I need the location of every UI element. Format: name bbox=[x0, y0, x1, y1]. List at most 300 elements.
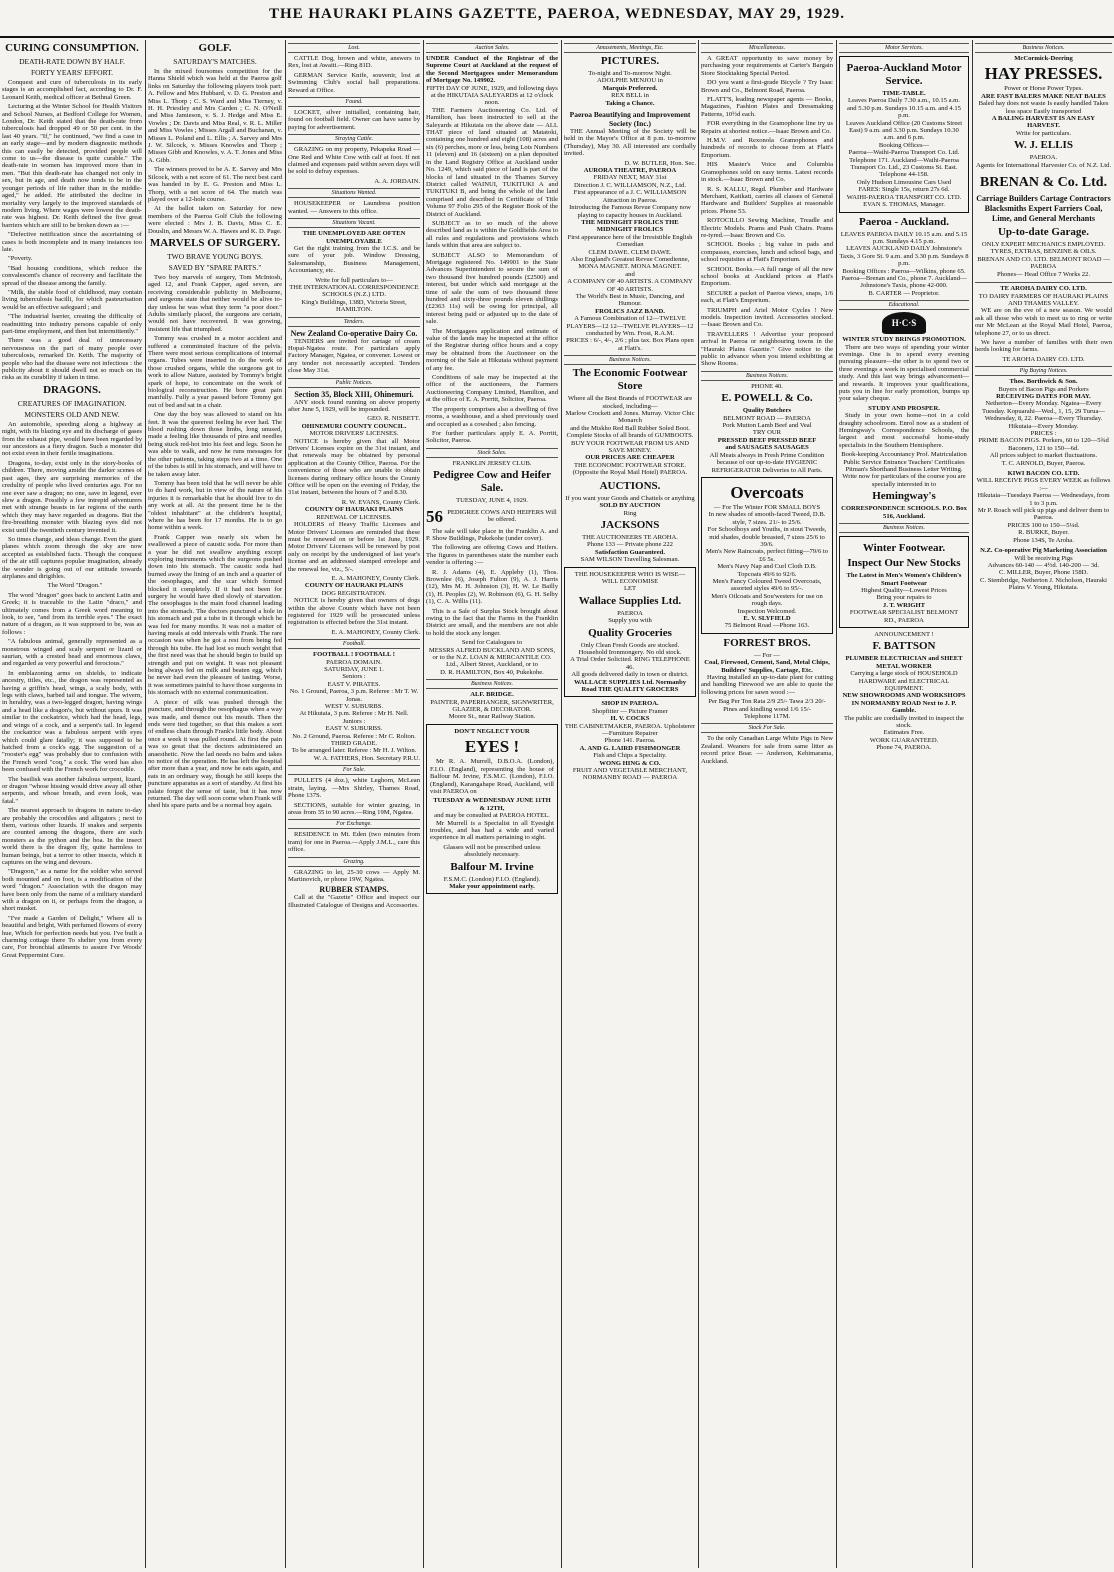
ad-body: OUR PRICES ARE CHEAPER bbox=[585, 454, 675, 462]
ad-headline: Pedigree Cow and Heifer Sale. bbox=[432, 469, 552, 495]
section-label: Business Notices. bbox=[426, 679, 558, 689]
ad-body: TUESDAY & WEDNESDAY JUNE 11TH & 12TH, bbox=[433, 797, 551, 812]
ad-body: For further particulars apply E. A. Porritt, Solicitor, Paeroa. bbox=[426, 429, 558, 445]
ad-headline: Paeroa - Auckland. bbox=[859, 215, 949, 228]
ad-body: For Schoolboys and Youths, in stout Tweeds, mid shades, double breasted, 7 sizes 25/6 to 39/6. bbox=[707, 526, 827, 548]
section-label: Football. bbox=[288, 639, 420, 649]
ad-body: EAST V. PIRATES. bbox=[327, 680, 381, 688]
ad-headline: Paeroa-Auckland Motor Service. bbox=[846, 62, 962, 87]
ad-body: Leaves Paeroa Daily 7.30 a.m., 10.15 a.m. and 5.30 p.m. Sundays 10.15 a.m. and 4.15 p.m. bbox=[847, 97, 961, 120]
ad-body: If you want your Goods and Chattels or anything bbox=[565, 494, 695, 502]
ad-body: and SAUSAGES SAUSAGES bbox=[725, 444, 809, 452]
section-label: Business Notices. bbox=[975, 43, 1112, 53]
ad-body: All goods delivered daily in town or district. bbox=[571, 671, 689, 679]
signature: D. W. BUTLER, Hon. Sec. bbox=[624, 159, 696, 167]
ad-body: TO DAIRY FARMERS OF HAURAKI PLAINS AND THAMES VALLEY. bbox=[978, 292, 1109, 307]
ad-body: — For The Winter FOR SMALL BOYS bbox=[713, 503, 821, 511]
ad-body: Paeroa—Waihi-Paeroa Transport Co. Ltd. Telephone 171. Auckland—Waihi-Paeroa Transport Co. Ltd., 23 Customs St. East. Telephone 44-158. bbox=[848, 149, 960, 179]
ad-headline: JACKSONS bbox=[600, 518, 660, 531]
column-rule bbox=[972, 40, 973, 1568]
ad-body: ANNOUNCEMENT ! bbox=[874, 630, 934, 638]
ad-body: Conditions of sale may be inspected at the office of the auctioneers, the Farmers Auctioneering Company Limited, Hamilton, and at the office of E. A. Porritt, Solicitor, Paeroa. bbox=[426, 374, 558, 404]
ad-body: Make your appointment early. bbox=[449, 882, 535, 890]
paragraph: There was a good deal of unnecessary nervousness on the part of many people over tuberculosis, remarked Dr. Keith. The majority of people who had the disease were not infectious : the publicity about it should dwell not so much on its risks as its curability if taken in time. bbox=[2, 337, 142, 382]
classified-ad: CATTLE Dog, brown and white, answers to Rex, lost at Awaiti.—Ring 81D. bbox=[288, 55, 420, 70]
ad-body: Leaves Auckland Office (20 Customs Street East) 9 a.m. and 3.30 p.m. Sundays 10.30 a.m. and 6 p.m. bbox=[845, 119, 963, 142]
classified-ad: SECURE a packet of Paeroa views, snaps, 1/6 each, at Flatt's Emporium. bbox=[701, 289, 833, 305]
ad-body: J. T. WRIGHT bbox=[882, 601, 926, 609]
section-label: Miscellaneous. bbox=[701, 43, 833, 53]
paragraph: The word "dragon" goes back to ancient Latin and Greek; it is traceable to the Latin "draco," and ultimately comes from a Greek word meaning to look, to see, "and from its terrible eyes." The exact nature of a dragon, as it was supposed to be, was as follows : bbox=[2, 591, 142, 636]
ad-headline: W. J. ELLIS bbox=[1014, 139, 1073, 152]
ad-subhead: DOG REGISTRATION. bbox=[321, 589, 387, 597]
ad-body: RECEIVING DATES FOR MAY. bbox=[996, 392, 1091, 400]
ad-body: Get the right training from the I.C.S. and be sure of your job. Window Dressing, Salesmanship, Business Management, Accountancy, etc. bbox=[288, 244, 420, 275]
ad-body: C. Stembridge, Netherton J. Nicholson, Hauraki Plains V. Young, Hikutaia. bbox=[980, 576, 1107, 592]
ad-body: The public are cordially invited to inspect the stock. bbox=[844, 714, 964, 729]
ad-body: We have a number of families with their own herds looking for farms. bbox=[975, 338, 1112, 354]
ad-body: ADOLPHE MENJOU in bbox=[597, 77, 663, 85]
ad-body: PRICES : 6/-, 4/-, 2/6 ; plus tax. Box Plans open at Flatt's. bbox=[566, 337, 694, 352]
ad-body: WAIHI-PAEROA TRANSPORT CO. LTD. bbox=[846, 193, 962, 201]
signature: R. W. EVANS, County Clerk. bbox=[341, 498, 420, 506]
ad-body: SATURDAY, JUNE 1. bbox=[324, 666, 384, 673]
article-subhead: TWO BRAVE YOUNG BOYS. bbox=[167, 251, 263, 261]
ad-body: F.S.M.C. (London) F.I.O. (England). bbox=[443, 875, 541, 883]
ad-headline: HAY PRESSES. bbox=[984, 64, 1103, 84]
ad-body: BRENAN AND CO. LTD. BELMONT ROAD — PAEROA bbox=[977, 255, 1110, 271]
ad-body: Study in your own home—not in a cold draughty schoolroom. Enrol now as a student of Hemingway's Correspondence Schools, the largest and most successful home-study specialists in the Southern Hemisphere. bbox=[839, 412, 969, 449]
ad-body: SUBJECT as to so much of the above described land as is within the Goldfields Area to all rules and regulations and provisions which lands within that area are subject to. bbox=[426, 219, 558, 250]
ad-body: BUY YOUR FOOTWEAR FROM US AND SAVE MONEY. bbox=[570, 439, 690, 455]
ad-body: THE AUCTIONEERS TE AROHA. bbox=[582, 533, 678, 541]
ad-body: THE Farmers Auctioneering Co. Ltd. of Hamilton, has been instructed to sell at the Saleyards at Hikutaia on the above date — ALL THAT piece of land situated at Matatoki, containing one hundred and eight (108) acres and six (6) perches, more or less, being Lots Numbers 11 (eleven) and 16 (sixteen) on a plan deposited in the Land Registry Office at Auckland under No. 1249, which said piece of land is part of the blocks of land situated in the Thames Survey District called WAINUI, TUKITUKI A and TUKITUKI B, and being the whole of the land comprised and described in Certificate of Title Volume 97 Folio 295 of the Register Book of the District of Auckland. bbox=[426, 106, 558, 218]
ad-body: All Meats always in Fresh Prime Condition because of our up-to-date HYGIENIC REFRIGERATOR Deliveries to All Parts. bbox=[709, 451, 825, 474]
classified-ad: FLATT'S, leading newspaper agents — Books, Magazines, Fashion Plates and Dressmaking Patterns, 10½d each. bbox=[701, 96, 833, 118]
ad-body: Phone 141. Paeroa. bbox=[604, 737, 656, 745]
ad-body: The Latest in Men's Women's Children's Smart Footwear bbox=[846, 572, 962, 587]
ad-headline: COUNTY OF HAURAKI PLAINS bbox=[304, 582, 404, 590]
column-7 bbox=[839, 40, 969, 1568]
ad-body: To be arranged later. Referee : Mr H. J. Wilton. bbox=[291, 747, 417, 755]
ad-body: PRIME BACON PIGS. Porkers, 60 to 120—5¾d Baconers, 121 to 150—6d. bbox=[978, 437, 1109, 452]
classified-ad: HOUSEKEEPER or Laundress position wanted. — Answers to this office. bbox=[288, 200, 420, 215]
signature: A. A. JORDAIN. bbox=[374, 177, 420, 185]
paragraph: At the ballot taken on Saturday for new members of the Paeroa Golf Club the following were elected : Mrs J. B. Davis, Miss C. E. Douslin, and Messrs W. A. Hawes and K. D. Page. bbox=[148, 205, 282, 235]
ad-body: Also England's Greatest Revue Comedienne, bbox=[570, 255, 690, 263]
ad-body: Phone 74, PAEROA. bbox=[876, 744, 932, 752]
paragraph: Lecturing at the Winter School for Health Visitors and School Nurses, at Bedford College for Women, London, Dr. Keith stated that the death-rate from tuberculosis had dropped 49 or 50 per cent. in the last 40 years. "If," he continued, "we find a case in an early stage—and by modern diagnostic methods this can easily be detected, provided people will come to us—the disease is quite curable." The death-rate in women has improved more than in men. "But this death-rate has changed not only in sex, but in age, and death now tends to be in the younger periods of life rather than in the middle-aged," he added. He attributed the decline in mortality very largely to the improved standards of modern living. Where wages were lowest the death-rate was highest. Dr. Keith defined the five great barriers which are still to be broken down as :— bbox=[2, 103, 142, 229]
classified-ad: DO you want a first-grade Bicycle ? Try Isaac Brown and Co., Belmont Road, Paeroa. bbox=[701, 79, 833, 94]
paragraph: Dragons, to-day, exist only in the story-books of children. There, moving amidst the darker scenes of past ages, they are surprising memories of the credulity of people who lived centuries ago. For no one ever saw a dragon; no one, save in legend, ever slew a dragon. Possibly a few intrepid adventurers met with strange beasts in far regions of the earth which they may have regarded as dragons. But the fire-breathing monster with blazing eyes did not exist until the twentieth century invented it. bbox=[2, 459, 142, 534]
section-label: Pig Buying Notices. bbox=[975, 366, 1112, 376]
masthead: THE HAURAKI PLAINS GAZETTE, PAEROA, WEDNESDAY, MAY 29, 1929. bbox=[268, 6, 846, 22]
paragraph: "Milk, the stable food of childhood, may contain living tuberculosis bacilli, for which pasteurisation would be an effective safeguard ; and bbox=[2, 288, 142, 311]
ad-body: Estimates Free. bbox=[883, 729, 925, 737]
section-label: Grazing. bbox=[288, 857, 420, 867]
ad-headline: The Economic Footwear Store bbox=[572, 367, 688, 393]
ad-headline: N.Z. Co-operative Pig Marketing Association bbox=[980, 547, 1107, 555]
classified-ad: RESIDENCE in Mt. Eden (two minutes from tram) for one in Paeroa.—Apply J.M.L., care this office. bbox=[288, 831, 420, 854]
paragraph: "Poverty. bbox=[8, 255, 33, 263]
ad-body: The sale will take place in the Franklin A. and P. Show Buildings, Pukekohe (under cover). bbox=[426, 527, 558, 542]
ad-body: Power or Horse Power Types. bbox=[1004, 85, 1083, 93]
ad-body: WILL RECEIVE PIGS EVERY WEEK as follows :— bbox=[976, 477, 1111, 492]
column-rule bbox=[698, 40, 699, 1568]
ad-body: Pork Mutton Lamb Beef and Veal bbox=[722, 422, 812, 430]
ad-headline: THE UNEMPLOYED ARE OFTEN UNEMPLOYABLE bbox=[302, 230, 406, 245]
ad-headline: RUBBER STAMPS. bbox=[319, 885, 389, 895]
article-subhead: CREATURES OF IMAGINATION. bbox=[17, 398, 127, 408]
paragraph: "A fabulous animal, generally represented as a monstrous winged and scaly serpent or lizard or saurian, with a crested head and enormous claws, and regarded as very powerful and ferocious." bbox=[2, 638, 142, 668]
ad-body: Per Bag Per Ton Rata 2/9 25/- Tawa 2/3 20/- Pines and kindling wood 1/6 15/- bbox=[708, 698, 826, 713]
ad-body: ONLY EXPERT MECHANICS EMPLOYED. bbox=[981, 241, 1106, 249]
ad-body: DON'T NEGLECT YOUR bbox=[454, 727, 530, 735]
ad-box-eyes bbox=[426, 724, 558, 895]
ad-body: Buyers of Bacon Pigs and Porkers bbox=[998, 385, 1089, 393]
paragraph: An automobile, speeding along a highway at night, with its blazing eye and its discharge of gases from the exhaust pipe, would have been regarded by our ancestors as a fiery dragon. Such a monster did not exist even in their fertile imaginations. bbox=[2, 420, 142, 458]
ad-body: D. R. HAMILTON, Box 40, Pukekohe. bbox=[440, 668, 544, 676]
ad-subhead: RENEWAL OF LICENSES. bbox=[316, 513, 392, 521]
ad-body: PAEROA. bbox=[1029, 154, 1058, 162]
ad-body: TUESDAY, JUNE 4, 1929. bbox=[456, 497, 528, 505]
paragraph: "Defective notification since the ascertaining of cases is both incomplete and in many instances too late. bbox=[2, 231, 142, 253]
paragraph: One day the boy was allowed to stand on his feet. It was the queerest feeling he ever had. The blood rushing down those limbs, long unused, made a feeling like thousands of pins and needles being stuck red-hot into his feet and legs. Soon he was able to walk, and now he runs messages for the other patients, taking steps two at a time. One of the tubes is still in his stomach, and will have to be taken away later. bbox=[148, 411, 282, 478]
ad-box-footwear bbox=[839, 536, 969, 628]
ad-body: EAST V. SUBURBS. bbox=[325, 725, 383, 733]
section-label: Business Notices. bbox=[701, 371, 833, 381]
classified-ad: TRAVELLERS ! Advertise your proposed arrival in Paeroa or neighbouring towns in the "Hauraki Plains Gazette." Give notice to the public in advance when you intend exhibiting at Show Rooms. bbox=[701, 330, 833, 368]
ad-body: Taking a Chance. bbox=[605, 99, 655, 107]
paragraph: The Word "Dragon." bbox=[47, 582, 103, 590]
ad-body: NOTICE is hereby given that all Motor Drivers' Licenses expire on the 31st instant, and that renewals may be obtained by personal application at the County Office, Paeroa. For the convenience of those who are unable to obtain licenses during ordinary office hours the County Office will be open on the evening of Friday, the 31st instant, between the hours of 7 and 8.30. bbox=[288, 437, 420, 497]
classified-ad: R. S. KALLU, Regd. Plumber and Hardware Merchant, Katikati, carries all classes of General Hardware and Builders' Supplies at reasonable prices. Phone 53. bbox=[701, 185, 833, 215]
ad-body: FIFTH DAY OF JUNE, 1929, and following days at the HIKUTAIA SALEYARDS at 12 o'clock noon. bbox=[426, 84, 558, 107]
ad-headline: F. BATTSON bbox=[872, 640, 936, 653]
ad-body: No. 2 Ground, Paeroa. Referee : Mr C. Rolton. bbox=[292, 732, 416, 740]
ad-body: Moore St., near Railway Station. bbox=[448, 713, 536, 721]
ad-body: TE AROHA DAIRY CO. LTD. bbox=[1002, 355, 1085, 363]
ad-body: THE INTERNATIONAL CORRESPONDENCE SCHOOLS (N.Z.) LTD. bbox=[289, 283, 419, 299]
ad-body: Carrying a large stock of HOUSEHOLD HARDWARE and ELECTRICAL EQUIPMENT. bbox=[850, 670, 958, 692]
ad-body: Write for full particulars to— bbox=[315, 276, 393, 284]
ad-body: MESSRS ALFRED BUCKLAND AND SONS, or to the N.Z. LOAN & MERCANTILE CO. Ltd., Albert Street, Auckland, or to bbox=[428, 646, 556, 669]
classified-ad: LOCKET, silver initialled, containing hair, found on football field. Owner can have same by paying for advertisement. bbox=[288, 109, 420, 131]
section-label: Business Notices. bbox=[564, 355, 696, 365]
section-label: Situations Wanted. bbox=[288, 188, 420, 198]
ad-body: FRUIT AND VEGETABLE MERCHANT, NORMANBY ROAD — PAEROA bbox=[572, 767, 688, 782]
ad-body: PRICES : bbox=[1030, 430, 1057, 437]
ad-body: A Famous Combination of 12—TWELVE PLAYERS—12 12—TWELVE PLAYERS—12 conducted by Wm. Frost, R.A.M. bbox=[566, 315, 694, 337]
classified-ad: A GREAT opportunity to save money by purchasing your requirements at Carter's Bargain Store Stocktaking Special Period. bbox=[701, 55, 833, 77]
article-title: MARVELS OF SURGERY. bbox=[149, 236, 281, 249]
paragraph: In the mixed foursomes competition for the Hanna Shield which was held at the Paeroa golf links on Saturday the following players took part: A. Fellow and Mrs Hubbard, v. D. G. Preston and Miss L. Thorp ; C. S. Ward and Miss Tierney, v. H. H. Priestley and Mrs Carden ; C. N. O'Neill and Miss Jamieson, v. S. J. Hedge and Miss E. Vowles ; Dr. Davis and Miss Real, v. R. L. Miller and Miss Vowles ; Misses Argall and Buchanan, v. Misses L. Poland and L. Ellis ; A. Sarvey and Mrs J. W. Silcock, v. Misses Knowles and Thorp ; Misses Gibb and Knowles, v. A. T. Jones and Miss A. Gibb. bbox=[148, 68, 282, 164]
ad-body: Phone 134S, Te Aroha. bbox=[1013, 536, 1074, 544]
ad-body: and the Miskho Red Ball Rubber Soled Boot. bbox=[570, 424, 690, 432]
ad-number: 56 bbox=[426, 506, 443, 526]
ad-headline: WINTER STUDY BRINGS PROMOTION. bbox=[842, 336, 966, 344]
ad-body: PAINTER, PAPERHANGER, SIGNWRITER, GLAZIER, & DECORATOR. bbox=[430, 698, 554, 714]
ad-body: Send for Catalogues to bbox=[461, 639, 523, 647]
ad-headline: New Zealand Co-operative Dairy Co. bbox=[290, 328, 418, 338]
ad-body: SAM WILSON Travelling Salesman. bbox=[580, 556, 680, 564]
section-label: For Sale. bbox=[288, 765, 420, 775]
ad-body: Inspection Welcomed. bbox=[737, 607, 797, 615]
signature: E. A. MAHONEY, County Clerk. bbox=[331, 574, 420, 582]
ad-body: Telephone 117M. bbox=[743, 713, 791, 721]
verse-ad: "I've made a Garden of Delight," Where all is beautiful and bright, With perfumed flowers of every hue, Which for perfection needs but you. I've built a charming cottage there To shelter you from every care, For bronchial ailments to assure I've Woods' Great Peppermint Cure. bbox=[2, 914, 142, 959]
ad-body: Introducing the Famous Revue Company now playing to capacity houses in Auckland. bbox=[569, 204, 691, 219]
ad-body: Seniors : bbox=[342, 673, 366, 681]
ad-body: Phone 133 — Private phone 222 bbox=[587, 541, 673, 549]
ad-body: TRY OUR bbox=[752, 429, 782, 437]
ad-body: Direction J. C. WILLIAMSON, N.Z., Ltd. bbox=[574, 181, 686, 189]
ad-headline: Up-to-date Garage. bbox=[997, 226, 1090, 239]
ad-headline: FORREST BROS. bbox=[723, 636, 811, 649]
ad-body: Juniors : bbox=[342, 717, 366, 725]
ad-body: Coal, Firewood, Cement, Sand, Metal Chips, Builders' Supplies, Cartage, Etc. bbox=[704, 659, 830, 674]
signature: GEO. R. NISBETT. bbox=[367, 415, 420, 423]
classified-ad: PULLETS (4 doz.), white Leghorn, McLean strain, laying. —Mrs Shirley, Thames Road, Phone 137S. bbox=[288, 777, 420, 800]
ad-body: Complete Stocks of all brands of GUMBOOTS. bbox=[566, 432, 694, 440]
ad-headline: EYES ! bbox=[464, 737, 520, 757]
ad-body: THE Annual Meeting of the Society will be held in the Mayor's Office at 8 p.m. to-morrow (Thursday), May 30. All interested are cordially invited. bbox=[564, 128, 696, 158]
classified-ad: SCHOOL Books ; big value in pads and compasses, exercises, lunch and school bags, and school requisites at Flatt's Emporium. bbox=[701, 241, 833, 264]
paragraph: The winners proved to be A. E. Sarvey and Mrs Silcock, with a net score of 61. The next best card was handed in by E. G. Preston and Miss L. Thorp, with a net score of 64. The match was played over a 12-hole course. bbox=[148, 166, 282, 203]
ad-headline: Inspect Our New Stocks bbox=[847, 557, 961, 570]
article-subhead: SAVED BY "SPARE PARTS." bbox=[168, 262, 262, 272]
ad-body: THE HOUSEKEEPER WHO IS WISE— WILL ECONOMISE bbox=[574, 570, 686, 585]
ad-body: Satisfaction Guaranteed. bbox=[595, 548, 665, 556]
ad-body: Book-keeping Accountancy Prof. Matriculation Public Service Entrance Teachers' Certificates Pitman's Shorthand Business Letter Writing. bbox=[841, 451, 967, 474]
ad-body: PAEROA DOMAIN. bbox=[326, 658, 382, 666]
ad-body: FRIDAY NEXT, MAY 31st bbox=[593, 174, 667, 182]
ad-body: TENDERS are invited for cartage of cream Hopai-Ngatea route. For particulars apply Factory Manager, Ngatea, or convener. Lowest or any tender not necessarily accepted. Tenders close May 31st. bbox=[288, 337, 420, 375]
ad-body: Booking Offices— bbox=[878, 141, 930, 149]
ad-body: WEST V. SUBURBS. bbox=[324, 703, 384, 711]
ad-headline: PICTURES. bbox=[600, 55, 660, 67]
ad-body: LEAVES AUCKLAND DAILY Johnstone's Taxis, 3 Gore St. 9 a.m. and 3.30 p.m. Sundays 8 p.m. bbox=[839, 245, 969, 268]
paragraph: Frank Capper was nearly six when he swallowed a piece of caustic soda. For more than a year he did not swallow anything except exploring instruments which the surgeons pushed down into his stomach. The caustic soda had burned away the lining of an inch and a quarter of the oesophagus, and the scar which formed blocked it completely. If it had not been for surgery he would have died slowly of starvation. The oesophagus is the main food channel leading into the stomach. The doctors punctured a hole in his stomach and put a tube in it through which he was fed for many months. It was not a matter of having meals at odd intervals with Frank. The rare occasion was when he got a rest from being fed through his tube. He had lost so much weight that the first need was that he should begin to build up strength and put on weight. It was not pleasant being always fed on milk and beaten egg, which he never had even the pleasure of tasting. Worse, it was sometimes painful to have those surgeons in his stomach with no external communication. bbox=[148, 533, 282, 697]
ad-body: Phones— Head Office 7 Works 22. bbox=[997, 270, 1090, 278]
ad-body: CLEM DAWE. CLEM DAWE. bbox=[588, 248, 672, 256]
ad-subhead: MOTOR DRIVERS' LICENSES. bbox=[309, 430, 399, 438]
column-rule bbox=[145, 40, 146, 1568]
ad-headline: E. POWELL & Co. bbox=[721, 392, 813, 405]
ad-body: FROLICS JAZZ BAND. bbox=[595, 307, 665, 315]
article-title: CURING CONSUMPTION. bbox=[5, 42, 139, 54]
ad-row bbox=[426, 505, 558, 528]
ad-body: THE ECONOMIC FOOTWEAR STORE. bbox=[574, 461, 686, 469]
ad-body: A COMPANY OF 40 ARTISTS. A COMPANY OF 40 ARTISTS. bbox=[567, 278, 693, 293]
ad-body: First appearance of a J. C. WILLIAMSON Attraction in Paeroa. bbox=[573, 189, 687, 204]
paragraph: Tommy has been told that he will never be able to do hard work, but in view of the nature of his injuries it is remarkable that he should live to do any work at all. At the present time he is the "oldest inhabitant" at the children's hospital, where he has been for 17 months. He is to go home within a week. bbox=[148, 479, 282, 532]
ad-body: WONG HING & CO. bbox=[599, 759, 661, 767]
ad-headline: ALF. BRIDGE. bbox=[470, 691, 514, 699]
paragraph: Two boy marvels of surgery, Tom McIntosh, aged 12, and Frank Capper, aged seven, are receiving considerable publicity in Melbourne, and surgeons state that neither would be alive to-day unless he was what they term "a poor doer." Adults similarly placed, the surgeons are certain, would not have recovered. It was growing, insistent life that triumphed. bbox=[148, 273, 282, 333]
section-label: Amusements, Meetings, Etc. bbox=[564, 43, 696, 53]
ad-body: Shopfitter — Picture Framer bbox=[592, 707, 668, 715]
paragraph: Conquest and cure of tuberculosis in its early stages is an accomplished fact, according to Dr. F. Leonard Keith, medical officer at Bethnal Green. bbox=[2, 79, 142, 101]
ad-body: The following are offering Cows and Heifers. The figures in parentheses state the number each vendor is offering :— bbox=[426, 544, 558, 567]
ad-body: Only Hudson Limousine Cars Used bbox=[856, 178, 952, 186]
ad-body: There are two ways of spending your winter evenings. One is to spend every evening pursuing pleasure—the other is to spend two or three evenings a week in specialised commercial study. And this last way brings advancement—and rewards. It improves your qualifications, puts you in line for early promotion, bumps up your salary cheque. bbox=[839, 343, 969, 403]
article-title: GOLF. bbox=[198, 42, 232, 54]
ad-body: Supply you with bbox=[608, 617, 652, 625]
masthead-rule bbox=[0, 36, 1114, 38]
ad-body: T. C. ARNOLD, Buyer, Paeroa. bbox=[1001, 459, 1086, 467]
classified-ad: TRIUMPH and Ariel Motor Cycles ! New models. Inspection invited. Accessories stocked.—Isaac Brown and Co. bbox=[701, 306, 833, 329]
ad-body: Baled hay does not waste Is easily handled Takes less space Easily transported bbox=[978, 100, 1109, 115]
ad-body: Men's New Raincoats, perfect fitting—79/6 to £6 5s. bbox=[705, 548, 829, 563]
ad-body: BELMONT ROAD — PAEROA bbox=[723, 414, 811, 422]
ad-body: Mr P. Roach will pick up pigs and deliver them to Paeroa. bbox=[977, 507, 1110, 522]
ad-body: Mr Murrell is a Specialist in all Eyesight troubles, and has had a wide and varied experience in all matters pertaining to sight. bbox=[430, 819, 554, 842]
ad-body: Quality Butchers bbox=[742, 407, 792, 415]
paragraph: So times change, and ideas change. Even the giant planes which zoom through the sky are now accepted as established facts. Though the conquest of the air still captures popular imagination, already the wonder is going out of our attitude towards airplanes and dirigibles. bbox=[2, 535, 142, 580]
ad-body: 75 Belmont Road —Phone 163. bbox=[724, 622, 810, 630]
ad-headline: Section 35, Block XIII, Ohinemuri. bbox=[294, 389, 414, 399]
ad-headline: Quality Groceries bbox=[588, 626, 672, 639]
classified-ad: To the only Canadian Large White Pigs in New Zealand. Weaners for sale from same litter as record price Boar. — Anderson, Kehimarama, Auckland. bbox=[701, 735, 833, 765]
section-label: Motor Services. bbox=[839, 43, 969, 53]
ad-body: THE CABINETMAKER, PAEROA. Upholsterer—Furniture Repairer bbox=[564, 722, 696, 738]
ad-body: Men's Fancy Coloured Tweed Overcoats, assorted styles 49/6 to 95/-. bbox=[712, 577, 822, 593]
column-rule bbox=[561, 40, 562, 1568]
column-3 bbox=[288, 40, 420, 1568]
ad-headline: Thos. Borthwick & Son. bbox=[1009, 378, 1078, 386]
ad-body: Carriage Builders Cartage Contractors Blacksmiths Expert Farriers Coal, Lime, and General Merchants bbox=[976, 194, 1111, 224]
ad-body: SUBJECT ALSO to Memorandum of Mortgage registered No. 149901 to the State Advances Superintendent to secure the sum of two thousand five hundred pounds (£2500) and interest, but under which said mortgage at the time of sale the sum of two thousand three hundred and sixty-three pounds eleven shillings (£2363 11s) will be owing for principal, all interest being paid or adjusted up to the date of sale. bbox=[426, 251, 558, 326]
ad-body: EVAN S. THOMAS, Manager. bbox=[863, 201, 945, 209]
classified-ad: SECTIONS, suitable for winter grazing, in areas from 35 to 90 acres.—Ring 19M, Ngatea. bbox=[288, 801, 420, 816]
section-label: Situations Vacant. bbox=[288, 218, 420, 228]
ad-body: King's Buildings, 138D, Victoria Street, HAMILTON. bbox=[301, 298, 407, 314]
ad-body: This is a Sale of Surplus Stock brought about owing to the fact that the Farms in the Franklin District are small, and the members are not able to hold the stock any longer. bbox=[426, 607, 558, 637]
paragraph: "Dragoon," as a name for the soldier who served both mounted and on foot, is a modification of the word "dragon." Association with the dragon may have been only from the name of a military standard with a dragon on it, or perhaps from the dragon, a short musket. bbox=[2, 868, 142, 913]
ad-body: ARE FAST BALERS MAKE NEAT BALES bbox=[981, 92, 1106, 100]
ad-headline: KIWI BACON CO. LTD. bbox=[1007, 470, 1080, 478]
ad-body: FOOTWEAR SPECIALIST BELMONT RD., PAEROA bbox=[849, 609, 959, 624]
section-label: Business Notices. bbox=[839, 523, 969, 533]
column-rule bbox=[285, 40, 286, 1568]
ad-box-motor bbox=[839, 56, 969, 213]
ad-body: Hikutaia—Tuesdays Paeroa — Wednesdays, from 1 to 3 p.m. bbox=[977, 492, 1110, 507]
ad-body: TYRES, EXTRAS, BENZINE & OILS. bbox=[990, 248, 1097, 256]
ad-body: and may be consulted at PAEROA HOTEL. bbox=[434, 812, 550, 820]
ad-body: FRANKLIN JERSEY CLUB. bbox=[452, 459, 532, 467]
ad-body: No. 1 Ground, Paeroa, 3 p.m. Referee : Mr T. W. Jonas. bbox=[289, 688, 419, 703]
ad-body: Marlow Crockett and Jones. Murray. Victor Chic Monarch bbox=[565, 410, 695, 425]
ad-body: PEDIGREE COWS AND HEIFERS Will be offered. bbox=[447, 508, 557, 524]
ad-headline: TE AROHA DAIRY CO. LTD. bbox=[975, 282, 1112, 292]
ad-body: TIME-TABLE. bbox=[882, 90, 926, 97]
ad-body: In new shades of smooth-faced Tweed, D.B. style, 7 sizes. 21/- to 25/6. bbox=[708, 511, 826, 526]
ad-body: — For — bbox=[754, 651, 780, 659]
ad-body: and bbox=[625, 270, 635, 278]
ad-body: Where all the Best Brands of FOOTWEAR are stocked, including— bbox=[567, 395, 693, 410]
ad-body: E. V. SLYFIELD bbox=[743, 615, 791, 622]
section-label: For Exchange. bbox=[288, 819, 420, 829]
ad-headline: Balfour M. Irvine bbox=[450, 860, 534, 873]
ad-body: Only Clean Fresh Goods are stocked. bbox=[580, 641, 680, 649]
ad-body: LEAVES PAEROA DAILY 10.15 a.m. and 5.15 p.m. Sundays 4.15 p.m. bbox=[840, 230, 968, 245]
ad-headline: Hemingway's bbox=[872, 490, 936, 503]
ad-box-wallace bbox=[564, 567, 696, 698]
column-2 bbox=[148, 40, 282, 1568]
ad-body: WE are on the eve of a new season. We would ask all those who wish to meet us to ring or write our Mr McLean at the Royal Mail Hotel, Paeroa, telephone 27, or to us direct. bbox=[975, 307, 1112, 337]
ad-body: To-night and To-morrow Night. bbox=[588, 70, 672, 77]
ad-body: Fish and Chips a Speciality. bbox=[593, 752, 667, 760]
ad-body: First appearance here of the Irresistible English Comedian bbox=[567, 233, 693, 249]
ad-body: Booking Offices : Paeroa—Wilkins, phone 65. Paeroa—Brenan and Co., phone 7. Auckland—Johnstone's Taxis, phone 42-000. bbox=[841, 267, 967, 290]
section-label: Straying Cattle. bbox=[288, 134, 420, 144]
paragraph: The nearest approach to dragons in nature to-day are probably the crocodiles and alligators ; next to them, various other lizards. If snakes and serpents are counted among the dragons, there are such monsters as the python and the boa. In the insect world there is the dragon fly, quite harmless to human beings, but a terror to other insects, which it captures on the wing and devours. bbox=[2, 807, 142, 866]
ad-body: Marquis Preferred. bbox=[602, 84, 658, 92]
ad-headline: SHOP IN PAEROA. bbox=[601, 700, 659, 708]
ad-body: The property comprises also a dwelling of five rooms, a washhouse, and a shed previously used and occupied as a cowshed ; also fencing. bbox=[426, 405, 558, 428]
ad-body: (Opposite the Royal Mail Hotel) PAEROA. bbox=[572, 469, 688, 477]
ad-body: Write now for particulars of the course you are specially interested in to bbox=[842, 473, 966, 488]
section-label: Public Notices. bbox=[288, 378, 420, 388]
ad-body: Men's Oilcoats and Sou'westers for use on rough days. bbox=[711, 592, 823, 608]
section-label: Found. bbox=[288, 97, 420, 107]
paragraph: The basilisk was another fabulous serpent, lizard, or dragon "whose hissing would drive away all other serpents, and whose breath, and even look, was fatal." bbox=[2, 775, 142, 805]
ad-body: REX BELL in bbox=[611, 92, 649, 100]
ad-body: H. V. COCKS bbox=[610, 715, 650, 723]
classified-ad: ROTOCILLO Sewing Machine, Treadle and Electric Models. Prams and Push Chairs. Prams re-tyred.—Isaac Brown and Co. bbox=[701, 217, 833, 239]
ad-body: WORK GUARANTEED. bbox=[869, 736, 939, 744]
ad-body: Write for particulars. bbox=[1015, 129, 1072, 137]
classified-ad: H.M.V. and Rexonola Gramophones and hundreds of records to choose from at Flatt's Emporium. bbox=[701, 137, 833, 159]
section-label: Stock For Sale. bbox=[701, 723, 833, 733]
classified-ad: GRAZING to let, 25-30 cows — Apply M. Martinovich, or phone 19W, Ngatea. bbox=[288, 868, 420, 883]
article-subhead: FORTY YEARS' EFFORT. bbox=[30, 68, 114, 77]
ad-body: THE MIDNIGHT FROLICS THE MIDNIGHT FROLICS bbox=[581, 218, 679, 234]
classified-ad: GRAZING on my property, Pekapeka Road — One Red and White Cow with calf at foot. If not claimed and expenses paid within seven days will be sold to defray expenses. bbox=[288, 146, 420, 176]
ad-body: Netherton—Every Monday. Ngatea—Every Tuesday. Kopuarahi—Wed., 1, 15, 29 Turua—Wednesday, 8, 22. Paeroa—Every Thursday. Hikutaia—Every Monday. bbox=[982, 400, 1105, 430]
ad-body: Mr R. A. Murrell, D.B.O.A. (London), F.I.O. (England), representing the house of Balfour M. Irvine, F.S.M.C. (London), F.I.O. (England), Karangahape Road, Auckland, will visit PAEROA on bbox=[430, 758, 554, 795]
ad-body: WALLACE SUPPLIES Ltd. Normanby Road THE QUALITY GROCERS bbox=[573, 678, 687, 693]
column-rule bbox=[423, 40, 424, 1568]
ad-body: Highest Quality—Lowest Prices bbox=[861, 586, 947, 594]
ad-body: THIRD GRADE. bbox=[330, 740, 378, 748]
section-label: Tenders. bbox=[288, 317, 420, 327]
ad-body: STUDY AND PROSPER. bbox=[868, 404, 940, 412]
column-rule bbox=[836, 40, 837, 1568]
paragraph: A piece of silk was pushed through the puncture, and through the oesophagus when a way was made, and thence out his mouth. Then the ends were tied together, so that this makes a sort of endless chain through Frank's little body. About once a week it was pulled round. At first the pain was so great that the doctors administered an anaesthetic. Now the lad needs no balm and takes no notice of the operation. He has left the hospital after more than a year, and now he eats again, and eats in an ordinary way, though he still keeps the puncture apparatus as a sort of standby. At first his palate forgot the sense of taste, but it has now returned. The day will soon come when Frank will shed his spare parts and be a normal boy again. bbox=[148, 698, 282, 810]
classified-ad: GERMAN Service Knife, souvenir, lost at Swimming Club's social ball preparations. Reward at Office. bbox=[288, 71, 420, 94]
ad-headline: COUNTY OF HAURAKI PLAINS bbox=[304, 506, 404, 514]
ad-body: R. J. Adams (4), E. Appleby (1), Thos. Brownlee (6), Joseph Fulton (9), A. J. Harris (12), Mrs M. H. Johnston (3), H. W. Le Bailly (1), H. Peoples (2), W. Robinson (6), G. H. Selby (1), C. A. Willis (11). bbox=[426, 568, 558, 606]
signature: W. A. FATHERS, Hon. Secretary P.R.U. bbox=[313, 754, 420, 762]
ad-headline: Overcoats bbox=[730, 482, 804, 502]
ad-body: C. MILLER, Buyer, Phone 158D. bbox=[998, 569, 1089, 577]
ad-body: Advances 60-140 — 4½d. 140-200 — 3d. bbox=[987, 561, 1100, 569]
ad-body: PAEROA bbox=[617, 609, 643, 617]
article-subhead: DEATH-RATE DOWN BY HALF. bbox=[19, 57, 125, 66]
ad-body: A. AND G. LAIRD FISHMONGER bbox=[579, 744, 681, 752]
classified-ad: FOR everything in the Gramophone line try us Repairs at shortest notice.—Isaac Brown and Co. bbox=[701, 120, 833, 135]
ad-body: NEW SHOWROOMS AND WORKSHOPS IN NORMANBY ROAD Next to J. P. Gamble. bbox=[842, 692, 966, 715]
column-8 bbox=[975, 40, 1112, 1568]
ad-body: Agents for International Harvester Co. of N.Z. Ltd. bbox=[976, 161, 1111, 169]
article-subhead: MONSTERS OLD AND NEW. bbox=[24, 409, 120, 419]
ad-body: A BALING HARVEST IS AN EASY HARVEST. bbox=[991, 115, 1096, 130]
paragraph: "The industrial barrier, creating the difficulty of readmitting into industry persons capable of only part-time employment, and then but intermittently." bbox=[2, 313, 142, 335]
ad-body: PHONE 40. bbox=[751, 382, 783, 390]
ad-headline: AURORA THEATRE, PAEROA bbox=[583, 167, 677, 175]
